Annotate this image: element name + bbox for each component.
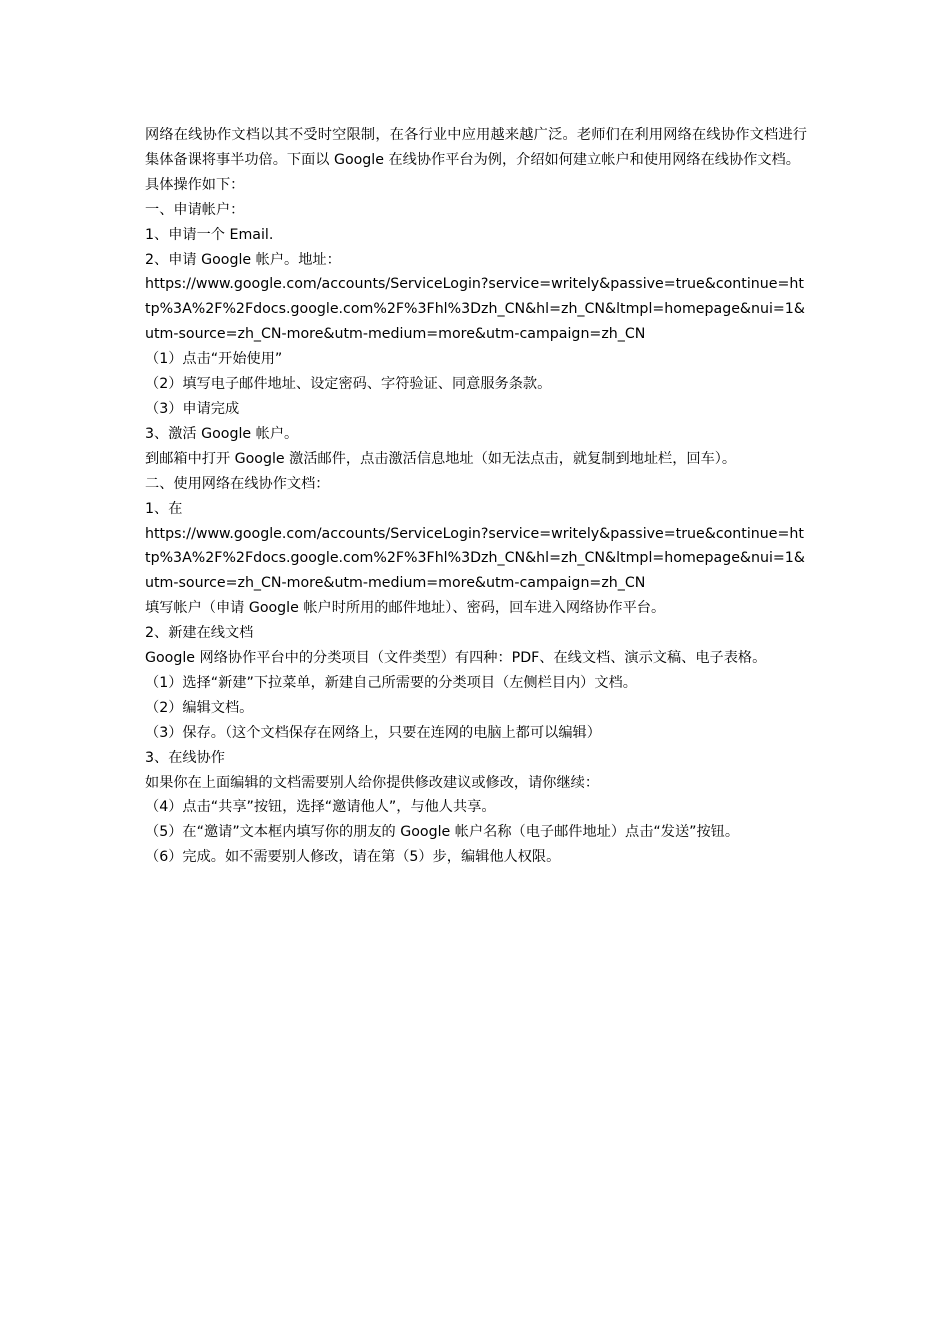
- substep-complete: （3）申请完成: [145, 400, 240, 417]
- collaborate-intro: 如果你在上面编辑的文档需要别人给你提供修改建议或修改，请你继续：: [145, 774, 600, 791]
- login-instructions: 填写帐户（申请 Google 帐户时所用的邮件地址）、密码，回车进入网络协作平台。: [145, 600, 666, 617]
- login-url-2: https://www.google.com/accounts/ServiceLogin?service=writely&passive=true&continue=http%3A%2F%2Fdocs.google.com%2F%3Fhl%3Dzh_CN&hl=zh_CN&ltmpl=homepage&nui=1&utm-source=zh_CN-more&utm-medium=more&utm-campaign=zh_CN: [145, 525, 805, 592]
- intro-paragraph: 网络在线协作文档以其不受时空限制，在各行业中应用越来越广泛。老师们在利用网络在线协作文档进行集体备课将事半功倍。下面以 Google 在线协作平台为例，介绍如何建立帐户和使用网络在线协作文档。: [145, 127, 807, 168]
- step-activate-account: 3、激活 Google 帐户。: [145, 425, 299, 442]
- login-url-1: https://www.google.com/accounts/ServiceLogin?service=writely&passive=true&continue=http%3A%2F%2Fdocs.google.com%2F%3Fhl%3Dzh_CN&hl=zh_CN&ltmpl=homepage&nui=1&utm-source=zh_CN-more&utm-medium=more&utm-campaign=zh_CN: [145, 276, 805, 343]
- document-body: [145, 123, 807, 870]
- doc-types-paragraph: Google 网络协作平台中的分类项目（文件类型）有四种：PDF、在线文档、演示文稿、电子表格。: [145, 650, 767, 667]
- substep-fill-form: （2）填写电子邮件地址、设定密码、字符验证、同意服务条款。: [145, 376, 552, 393]
- section-heading-use-docs: 二、使用网络在线协作文档：: [145, 475, 330, 492]
- substep-finish: （6）完成。如不需要别人修改，请在第（5）步，编辑他人权限。: [145, 849, 561, 866]
- substep-share: （4）点击“共享”按钮，选择“邀请他人”，与他人共享。: [145, 799, 496, 816]
- substep-click-start: （1）点击“开始使用”: [145, 351, 283, 368]
- steps-intro: 具体操作如下：: [145, 176, 245, 193]
- step-new-doc: 2、新建在线文档: [145, 625, 254, 642]
- activate-instructions: 到邮箱中打开 Google 激活邮件，点击激活信息地址（如无法点击，就复制到地址栏，回车）。: [145, 450, 737, 467]
- substep-save: （3）保存。（这个文档保存在网络上，只要在连网的电脑上都可以编辑）: [145, 724, 601, 741]
- substep-select-new: （1）选择“新建”下拉菜单，新建自己所需要的分类项目（左侧栏目内）文档。: [145, 674, 637, 691]
- section-heading-apply-account: 一、申请帐户：: [145, 201, 245, 218]
- step-login: 1、在: [145, 500, 183, 517]
- substep-invite: （5）在“邀请”文本框内填写你的朋友的 Google 帐户名称（电子邮件地址）点击“发送”按钮。: [145, 824, 740, 841]
- step-collaborate: 3、在线协作: [145, 749, 225, 766]
- substep-edit: （2）编辑文档。: [145, 699, 254, 716]
- step-apply-email: 1、申请一个 Email.: [145, 226, 274, 243]
- step-apply-google-account: 2、申请 Google 帐户。地址：: [145, 251, 341, 268]
